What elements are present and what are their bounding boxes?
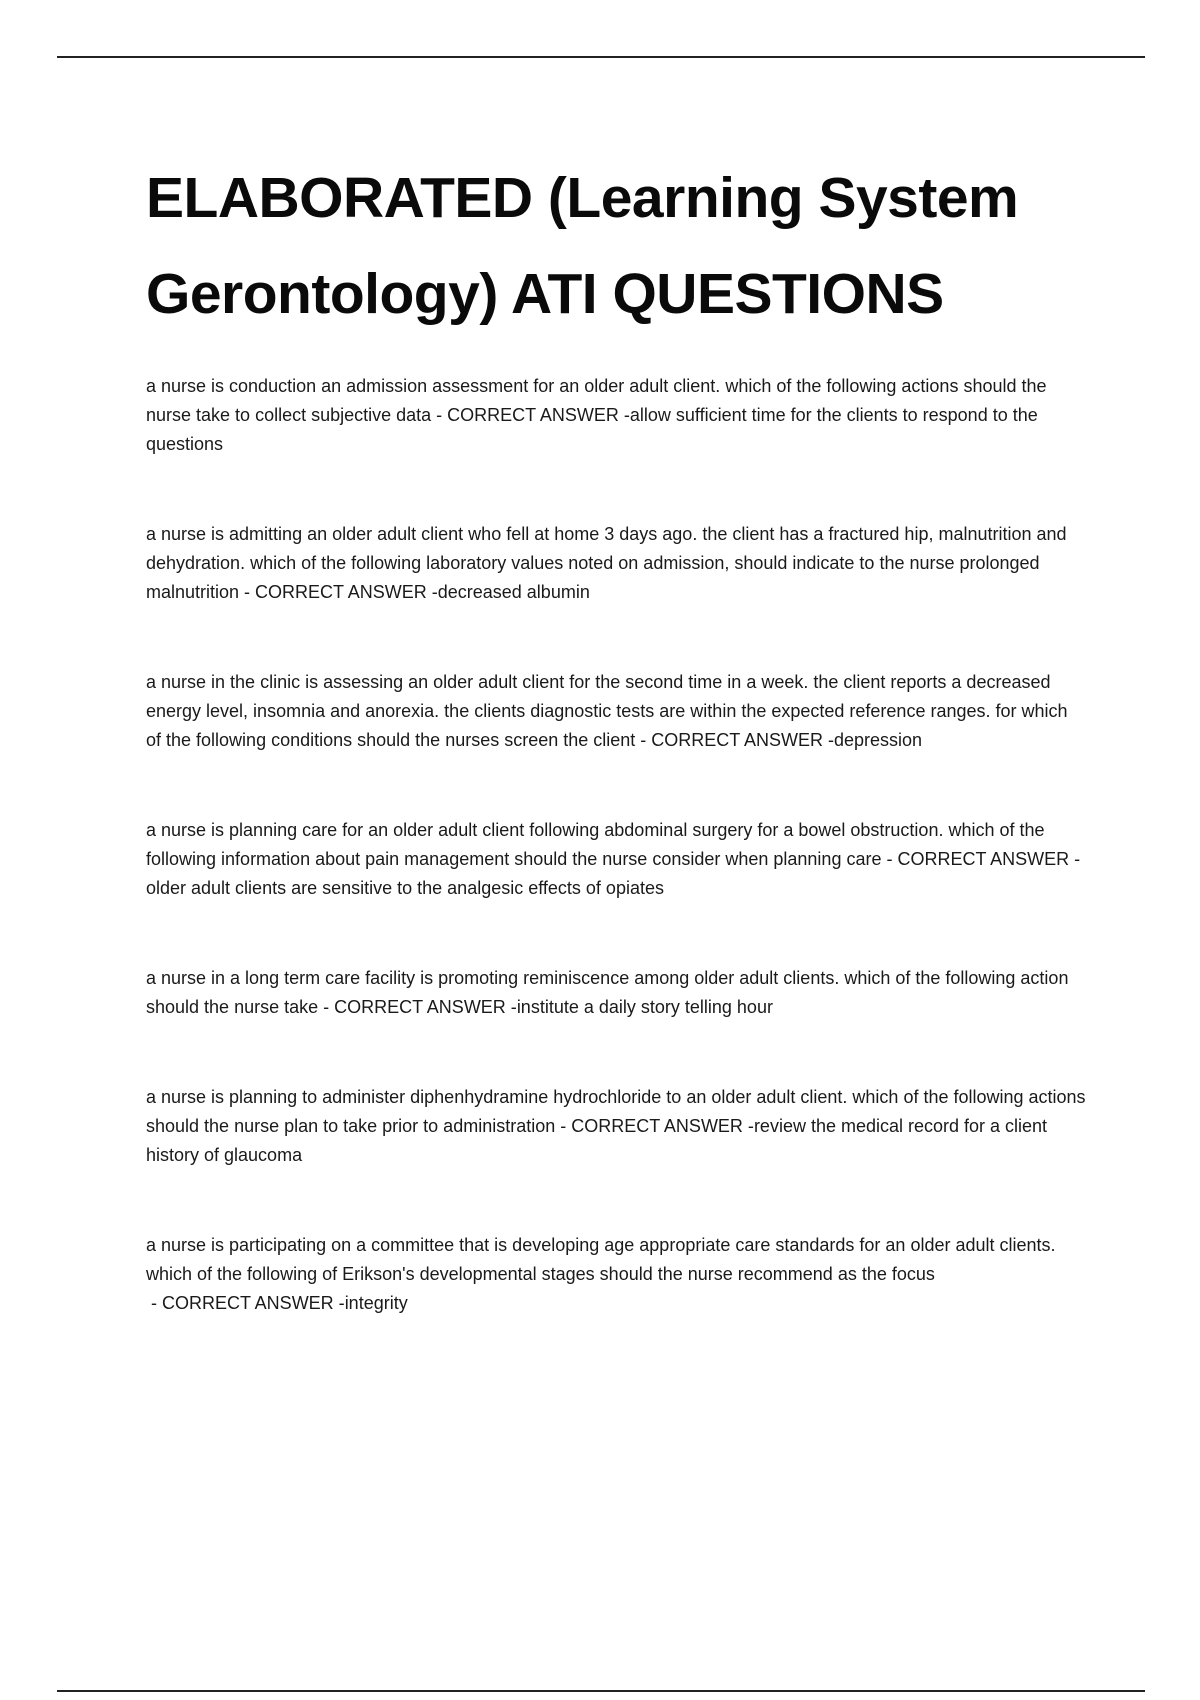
qa-item-6 (146, 1083, 1086, 1170)
question-text: a nurse in a long term care facility is promoting reminiscence among older adult clients. which of the following action should the nurse take (146, 968, 1069, 1017)
answer-text: depression (833, 730, 923, 750)
qa-item-5 (146, 964, 1086, 1022)
answer-marker: - CORRECT ANSWER - (881, 849, 1081, 869)
question-text: a nurse is planning to administer diphenhydramine hydrochloride to an older adult client. which of the following actions should the nurse plan to take prior to administration (146, 1087, 1086, 1136)
answer-marker: - CORRECT ANSWER - (146, 1293, 345, 1313)
question-list (146, 372, 1086, 1318)
answer-marker: - CORRECT ANSWER - (431, 405, 630, 425)
answer-marker: - CORRECT ANSWER - (635, 730, 834, 750)
title-line-2: Gerontology) ATI QUESTIONS (146, 262, 944, 326)
answer-text: institute a daily story telling hour (516, 997, 773, 1017)
document-title (146, 150, 1086, 342)
title-line-1: ELABORATED (Learning System (146, 166, 1019, 230)
question-text: a nurse is planning care for an older adult client following abdominal surgery for a bowel obstruction. which of the following information about pain management should the nurse consider when planning care (146, 820, 1045, 869)
answer-text: allow sufficient time for the clients to respond to the questions (146, 405, 1038, 454)
question-text: a nurse in the clinic is assessing an older adult client for the second time in a week. the client reports a decreased energy level, insomnia and anorexia. the clients diagnostic tests are within the expected reference ranges. for which of the following conditions should the nurses screen the client (146, 672, 1068, 750)
answer-text: older adult clients are sensitive to the analgesic effects of opiates (146, 878, 664, 898)
answer-marker: - CORRECT ANSWER - (555, 1116, 754, 1136)
qa-item-3 (146, 668, 1086, 755)
answer-marker: - CORRECT ANSWER - (318, 997, 517, 1017)
answer-text: review the medical record for a client history of glaucoma (146, 1116, 1048, 1165)
qa-item-7 (146, 1231, 1086, 1318)
answer-text: decreased albumin (437, 582, 590, 602)
qa-item-1 (146, 372, 1086, 459)
document-body (146, 150, 1086, 1379)
question-text: a nurse is admitting an older adult client who fell at home 3 days ago. the client has a fractured hip, malnutrition and dehydration. which of the following laboratory values noted on admission, should indicate to the nurse prolonged malnutrition (146, 524, 1067, 602)
answer-text: integrity (344, 1293, 408, 1313)
qa-item-4 (146, 816, 1086, 903)
top-rule (57, 56, 1145, 58)
answer-marker: - CORRECT ANSWER - (239, 582, 438, 602)
qa-item-2 (146, 520, 1086, 607)
question-text: a nurse is conduction an admission assessment for an older adult client. which of the following actions should the nurse take to collect subjective data (146, 376, 1047, 425)
bottom-rule (57, 1690, 1145, 1692)
question-text: a nurse is participating on a committee that is developing age appropriate care standards for an older adult clients. which of the following of Erikson's developmental stages should the nurse recommend as the focus (146, 1235, 1056, 1284)
